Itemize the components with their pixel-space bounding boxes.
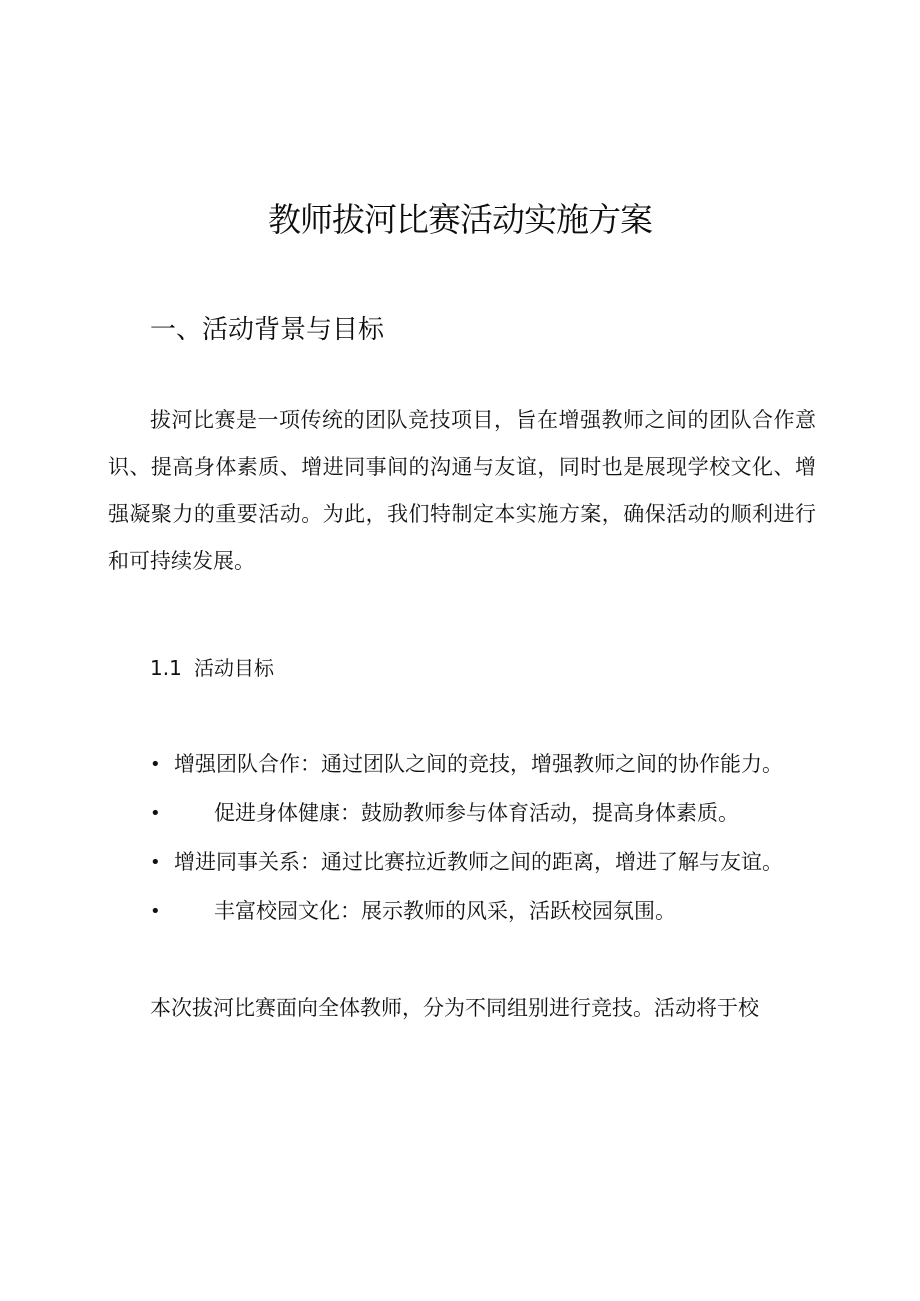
goal-text: 促进身体健康：鼓励教师参与体育活动，提高身体素质。 [214, 801, 739, 825]
section-heading-background-goals: 一、活动背景与目标 [150, 315, 385, 345]
document-title: 教师拔河比赛活动实施方案 [268, 200, 652, 239]
goal-text: 增强团队合作：通过团队之间的竞技，增强教师之间的协作能力。 [174, 752, 783, 776]
intro-paragraph: 拔河比赛是一项传统的团队竞技项目，旨在增强教师之间的团队合作意识、提高身体素质、增进同事间的沟通与友谊，同时也是展现学校文化、增强凝聚力的重要活动。为此，我们特制定本实施方案，确保活动的顺利进行和可持续发展。 [108, 408, 816, 573]
goal-list [150, 740, 830, 936]
subsection-title: 活动目标 [194, 656, 274, 680]
goal-text: 丰富校园文化：展示教师的风采，活跃校园氛围。 [214, 899, 676, 923]
list-item [150, 789, 830, 838]
bullet-icon: • [150, 803, 161, 824]
subsection-heading-goals [150, 652, 274, 684]
bullet-icon: • [150, 754, 161, 775]
goal-text: 增进同事关系：通过比赛拉近教师之间的距离，增进了解与友谊。 [174, 850, 783, 874]
subsection-number: 1.1 [150, 656, 182, 680]
list-item [150, 887, 830, 936]
bullet-icon: • [150, 901, 161, 922]
scope-paragraph: 本次拔河比赛面向全体教师，分为不同组别进行竞技。活动将于校 [150, 996, 759, 1020]
list-item [150, 740, 830, 789]
list-item [150, 838, 830, 887]
bullet-icon: • [150, 852, 161, 873]
